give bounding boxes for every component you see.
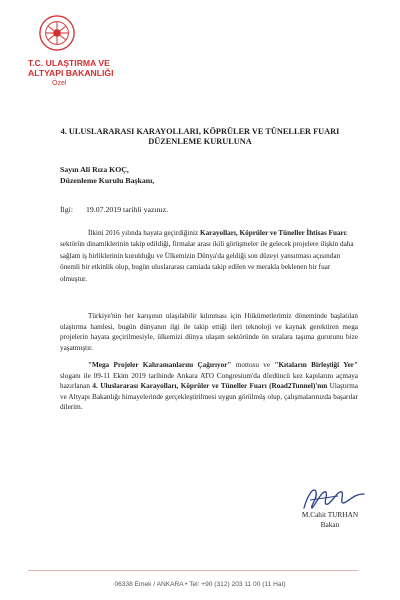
paragraph-1-body: : sektörün dinamiklerinin takip edildiği, firmalar arası ikili görüşmeler ile gelecek projelere ilişkin daha sağlam iş birliklerinin kurulduğu ve Ülkemizin Dünya'da geldiği son düzeyi yansıtması açısından önemli bir etkinlik olup, bugün uluslararası camiada takip edilen ve merakla beklenen bir fuar olmuştur. — [60, 229, 354, 283]
paragraph-2 — [60, 311, 358, 353]
motto-1: "Mega Projeler Kahramanlarını Çağırıyor" — [88, 361, 232, 369]
signer-name: M.Cahit TURHAN — [301, 510, 359, 519]
footer-address: 06338 Emek / ANKARA • Tel: +90 (312) 203 11 00 (11 Hat) — [114, 581, 286, 588]
paragraph-2-text: Türkiye'nin her karışının ulaşılabilir kılınması için Hükümetlerimiz döneminde başlatılan ulaştırma hamlesi, bugün dünyanın ilgi ile takip ettiği ileri teknoloji ve kaynak gerektiren mega projelerin hayata geçirilmesiyle, ülkemizi dünya ulaşım sektöründe ön sıralara taşıma gururunu bize yaşatmıştır. — [60, 312, 358, 352]
signature-block — [280, 510, 390, 530]
letterhead — [28, 14, 138, 87]
heading-line-2: DÜZENLEME KURULUNA — [148, 137, 252, 146]
paragraph-3-part-c: Ulaştırma ve Altyapı Bakanlığı himayelerinde gerçekleştirilmesi uygun görülmüş olup, çalışmalarınızda başarılar dilerim. — [60, 382, 358, 411]
paragraph-1 — [60, 228, 358, 285]
classification-label: Özel — [52, 79, 67, 87]
ministry-line-2: ALTYAPI BAKANLIĞI — [28, 67, 114, 78]
fair-full-name: 4. Uluslararası Karayolları, Köprüler ve Tüneller Fuarı (Road2Tunnel)'nın — [92, 382, 328, 390]
addressee-block — [60, 165, 154, 186]
ministry-line-1: T.C. ULAŞTIRMA VE — [28, 58, 110, 68]
motto-2: "Kıtaların Birleştiği Yer" — [274, 361, 358, 369]
reference-line — [60, 205, 168, 214]
signer-title: Bakan — [320, 520, 340, 529]
heading-line-1: 4. ULUSLARARASI KARAYOLLARI, KÖPRÜLER VE TÜNELLER FUARI — [60, 127, 340, 136]
handwritten-signature-icon — [280, 482, 380, 514]
footer-divider — [28, 570, 358, 571]
reference-label: İlgi: — [60, 205, 73, 214]
letter-heading — [0, 127, 400, 147]
paragraph-3 — [60, 360, 358, 413]
addressee-name: Sayın Ali Rıza KOÇ, — [60, 165, 129, 174]
fair-name-bold: Karayolları, Köprüler ve Tüneller İhtisas Fuarı — [199, 229, 346, 237]
reference-text: 19.07.2019 tarihli yazınız. — [86, 205, 169, 214]
paragraph-1-intro: İlkini 2016 yılında hayata geçirdiğiniz — [88, 229, 200, 237]
paragraph-3-part-a: mottosu ve — [231, 361, 275, 369]
ministry-name — [28, 59, 138, 79]
addressee-title: Düzenleme Kurulu Başkanı, — [60, 175, 155, 185]
paragraph-3-part-b: sloganı ile 09-11 Ekim 2019 tarihinde Ankara ATO Congresium'da dördüncü kez kapılarını açmaya hazırlanan — [60, 371, 358, 390]
ministry-emblem-icon — [38, 14, 76, 52]
